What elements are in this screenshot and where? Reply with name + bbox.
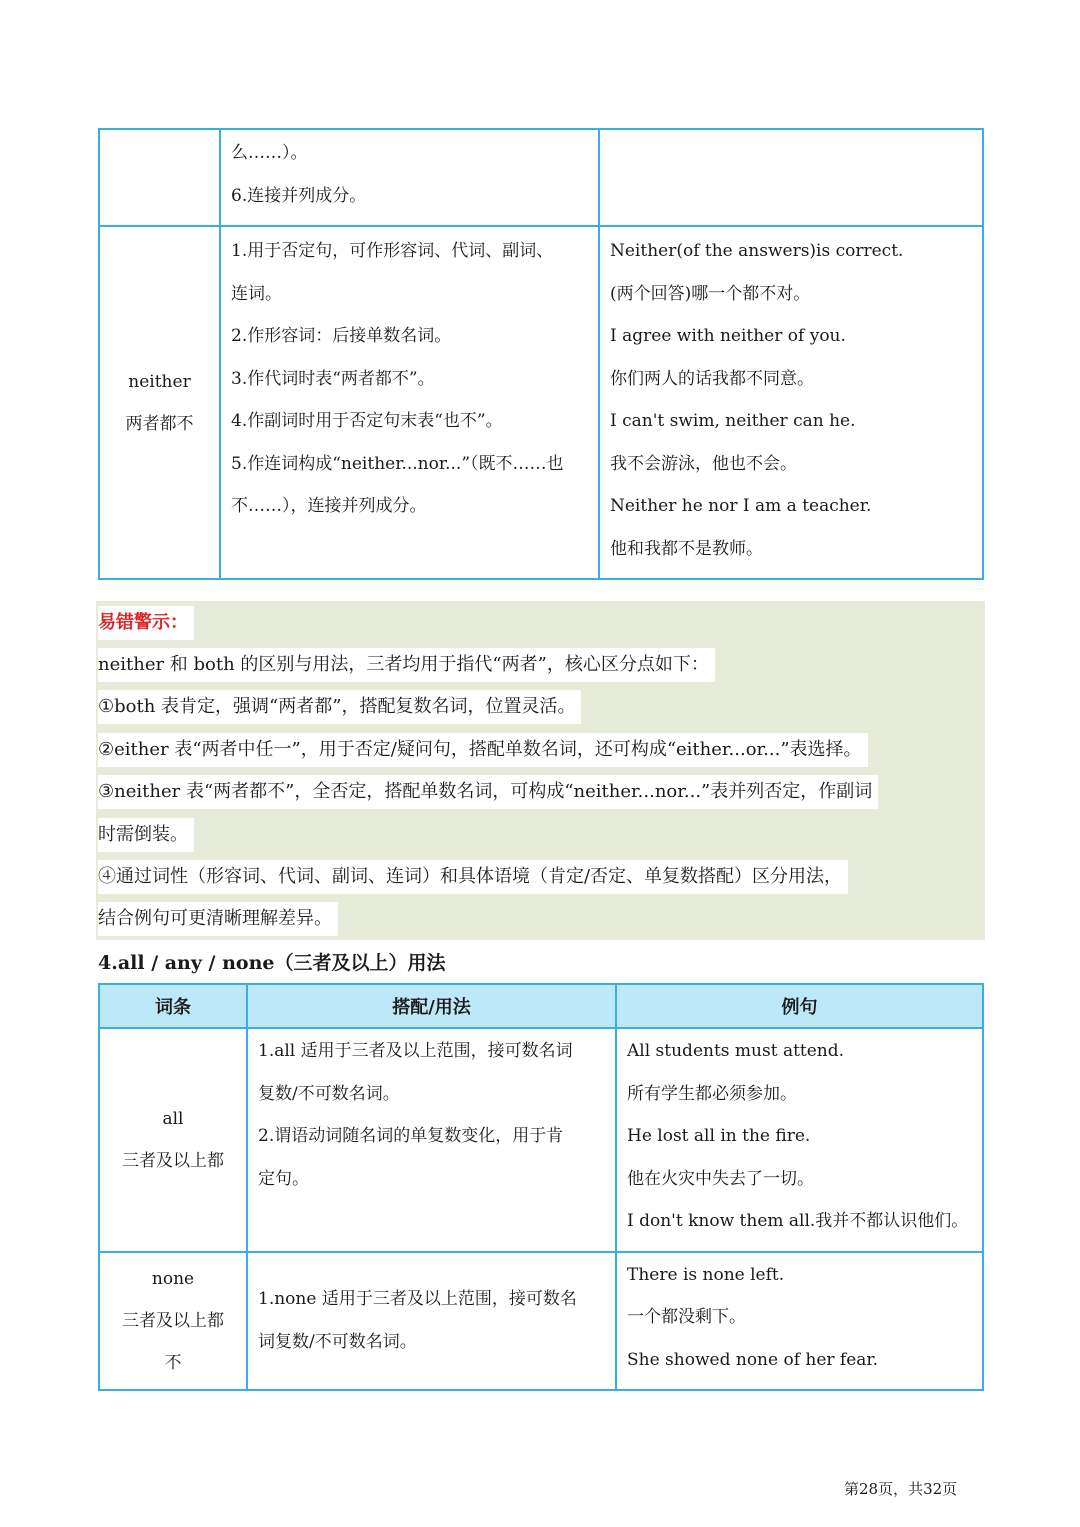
column-header: 例句 — [616, 984, 983, 1028]
column-header: 搭配/用法 — [247, 984, 616, 1028]
usage-line: 4.作副词时用于否定句末表“也不”。 — [231, 411, 503, 431]
usage-line: 1.none 适用于三者及以上范围，接可数名 — [258, 1289, 577, 1310]
warning-line: 结合例句可更清晰理解差异。 — [98, 902, 338, 936]
word-meaning: 三者及以上都 — [122, 1150, 224, 1171]
column-header: 词条 — [99, 984, 247, 1028]
table-all-any-none — [98, 983, 984, 1391]
usage-line: 1.all 适用于三者及以上范围，接可数名词 — [258, 1041, 573, 1061]
example-cell — [616, 1028, 983, 1252]
example-line: (两个回答)哪一个都不对。 — [610, 283, 811, 304]
warning-line: 时需倒装。 — [98, 818, 194, 852]
page-number: 第28页，共32页 — [844, 1480, 958, 1498]
table-row — [99, 226, 983, 579]
usage-line: 2.作形容词：后接单数名词。 — [231, 326, 452, 346]
usage-cell — [220, 226, 599, 579]
warning-box — [96, 601, 985, 940]
word-term: all — [162, 1108, 184, 1129]
usage-line: 不……），连接并列成分。 — [231, 496, 427, 516]
usage-cell — [220, 129, 599, 226]
example-cell — [599, 129, 983, 226]
word-cell — [99, 1028, 247, 1252]
example-line: 你们两人的话我都不同意。 — [610, 368, 814, 389]
usage-line: 2.谓语动词随名词的单复数变化，用于肯 — [258, 1126, 564, 1146]
word-term: neither — [128, 371, 191, 392]
example-line: 所有学生都必须参加。 — [627, 1083, 797, 1104]
word-meaning: 两者都不 — [125, 413, 194, 434]
example-line: He lost all in the fire. — [627, 1126, 811, 1146]
word-cell — [99, 129, 220, 226]
table-row — [99, 1028, 983, 1252]
warning-line: ②either 表“两者中任一”，用于否定/疑问句，搭配单数名词，还可构成“either...or...”表选择。 — [98, 733, 868, 767]
example-line: 一个都没剩下。 — [627, 1307, 746, 1327]
usage-line: 词复数/不可数名词。 — [258, 1331, 417, 1352]
usage-line: 复数/不可数名词。 — [258, 1083, 400, 1104]
table-either-neither — [98, 128, 984, 580]
warning-title: 易错警示： — [98, 606, 194, 640]
example-line: I agree with neither of you. — [610, 326, 846, 346]
usage-line: 连词。 — [231, 283, 282, 304]
table-row — [99, 129, 983, 226]
example-line: Neither he nor I am a teacher. — [610, 496, 872, 516]
word-cell — [99, 1252, 247, 1391]
usage-line: 3.作代词时表“两者都不”。 — [231, 368, 435, 389]
warning-line: ③neither 表“两者都不”，全否定，搭配单数名词，可构成“neither...nor...”表并列否定，作副词 — [98, 775, 878, 809]
example-line: 我不会游泳，他也不会。 — [610, 453, 797, 474]
usage-line: 么……）。 — [231, 143, 308, 163]
example-line: I can't swim, neither can he. — [610, 411, 856, 431]
warning-line: ①both 表肯定，强调“两者都”，搭配复数名词，位置灵活。 — [98, 690, 581, 724]
usage-cell — [247, 1252, 616, 1391]
usage-line: 定句。 — [258, 1168, 309, 1189]
word-meaning: 不 — [164, 1352, 182, 1373]
example-line: Neither(of the answers)is correct. — [610, 241, 904, 261]
example-line: 他和我都不是教师。 — [610, 538, 763, 559]
example-line: I don't know them all.我并不都认识他们。 — [627, 1211, 969, 1231]
example-line: She showed none of her fear. — [627, 1349, 879, 1370]
word-term: none — [151, 1268, 195, 1289]
warning-line: neither 和 both 的区别与用法，三者均用于指代“两者”，核心区分点如下： — [98, 648, 715, 682]
usage-line: 6.连接并列成分。 — [231, 185, 367, 206]
usage-line: 5.作连词构成“neither...nor...”（既不……也 — [231, 453, 564, 474]
table-row — [99, 1252, 983, 1391]
usage-cell — [247, 1028, 616, 1252]
word-cell — [99, 226, 220, 579]
warning-line: ④通过词性（形容词、代词、副词、连词）和具体语境（肯定/否定、单复数搭配）区分用法， — [98, 860, 848, 894]
example-line: There is none left. — [627, 1264, 785, 1285]
table-header-row — [99, 984, 983, 1028]
word-meaning: 三者及以上都 — [122, 1310, 224, 1331]
example-cell — [599, 226, 983, 579]
usage-line: 1.用于否定句，可作形容词、代词、副词、 — [231, 241, 554, 261]
section-heading: 4.all / any / none（三者及以上）用法 — [98, 952, 446, 974]
example-line: 他在火灾中失去了一切。 — [627, 1168, 814, 1189]
example-line: All students must attend. — [627, 1041, 845, 1061]
example-cell — [616, 1252, 983, 1391]
